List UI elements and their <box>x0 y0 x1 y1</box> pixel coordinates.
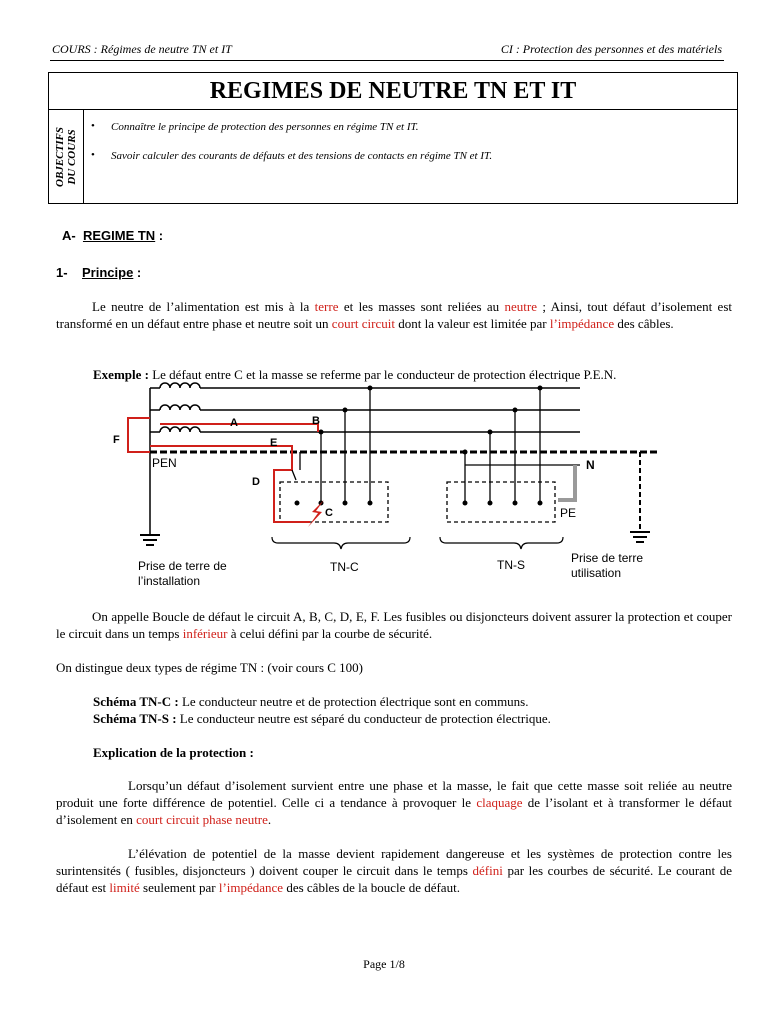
phase-lines <box>200 388 580 432</box>
explication1-text: . <box>267 812 272 827</box>
boucle-inferieur: inférieur <box>182 626 228 641</box>
label-prise-util-2: utilisation <box>571 566 622 580</box>
explication2-text: seulement par <box>139 880 219 895</box>
schema-tns-label: Schéma TN-S : <box>93 711 177 726</box>
switch-symbol <box>292 470 296 480</box>
header-course-title: COURS : Régimes de neutre TN et IT <box>52 42 232 56</box>
header-course-ci: CI : Protection des personnes et des matériels <box>500 42 722 56</box>
label-prise-install-2: l’installation <box>138 574 201 588</box>
explication2-text: des câbles de la boucle de défaut. <box>283 880 460 895</box>
label-B: B <box>312 415 320 427</box>
explication1-ccpn: court circuit phase neutre <box>136 812 268 827</box>
fault-loop-path <box>160 424 318 432</box>
objectives-list <box>87 121 492 179</box>
label-tnc: TN-C <box>330 560 359 574</box>
subsection-1-colon: : <box>133 265 142 280</box>
explication2-text: par les courbes de sécurité. Le courant de défaut est <box>56 863 732 895</box>
objective-item: • Connaître le principe de protection des personnes en régime TN et IT. <box>87 121 492 133</box>
header-divider <box>50 60 724 61</box>
schema-tnc-text: Le conducteur neutre et de protection électrique sont en communs. <box>178 694 529 709</box>
label-F: F <box>113 434 120 446</box>
utilisation-earth-symbol <box>630 452 650 542</box>
tnc-terminals <box>295 386 373 506</box>
label-pen: PEN <box>152 456 177 470</box>
boucle-text: On appelle Boucle de défaut le circuit A, B, C, D, E, F. Les fusibles ou disjoncteurs doivent assurer la protection et couper le circuit dans un temps <box>56 609 732 641</box>
objectives-label <box>54 127 78 187</box>
page-title: REGIMES DE NEUTRE TN ET IT <box>49 73 737 110</box>
subsection-1-heading <box>56 265 141 280</box>
label-prise-util-1: Prise de terre <box>571 551 644 565</box>
explication1-claquage: claquage <box>476 795 523 810</box>
objectives-label-cell <box>49 110 84 203</box>
principe-court-circuit: court circuit <box>331 316 395 331</box>
schema-tns-text: Le conducteur neutre est séparé du conducteur de protection électrique. <box>176 711 551 726</box>
subsection-1-number: 1- <box>56 265 68 280</box>
principe-text: et les masses sont reliées au <box>338 299 505 314</box>
principe-text: ; Ainsi, tout défaut d’isolement est transformé en un défaut entre phase et neutre soit un <box>56 299 733 331</box>
section-a-number: A- <box>62 228 76 243</box>
principe-neutre: neutre <box>504 299 537 314</box>
explication-paragraph-1 <box>56 777 732 828</box>
section-a-title: REGIME TN <box>82 228 156 243</box>
subsection-1-title: Principe <box>82 265 134 280</box>
explication-title: Explication de la protection : <box>93 745 254 760</box>
tnc-brace <box>272 537 410 549</box>
label-C: C <box>325 507 333 519</box>
objective-item: • Savoir calculer des courants de défauts et des tensions de contacts en régime TN et IT. <box>87 150 492 162</box>
label-A: A <box>230 417 238 429</box>
principe-terre: terre <box>314 299 339 314</box>
title-box <box>48 72 738 204</box>
exemple-text: Le défaut entre C et la masse se referme par le conducteur de protection électrique P.E.N. <box>148 367 617 382</box>
explication1-text: Lorsqu’un défaut d’isolement survient entre une phase et la masse, le fait que cette masse soit reliée au neutre produit une forte différence de potentiel. Celle ci a tendance à provoquer le <box>56 778 732 810</box>
explication2-impedance: l’impédance <box>218 880 284 895</box>
principe-text: Le neutre de l’alimentation est mis à la <box>92 299 315 314</box>
page-number: Page 1/8 <box>363 957 405 971</box>
label-tns: TN-S <box>497 558 525 572</box>
label-D: D <box>252 476 260 488</box>
boucle-text: à celui défini par la courbe de sécurité. <box>227 626 433 641</box>
boucle-paragraph <box>56 608 732 642</box>
schema-tnc-label: Schéma TN-C : <box>93 694 179 709</box>
principe-paragraph <box>56 298 732 332</box>
schema-tns-line <box>93 710 733 727</box>
source-earth-symbol <box>140 535 160 545</box>
exemple-label: Exemple : <box>93 367 149 382</box>
explication-paragraph-2 <box>56 845 732 896</box>
distingue-line: On distingue deux types de régime TN : (voir cours C 100) <box>56 660 364 675</box>
tns-terminals <box>463 386 543 506</box>
pe-conductor <box>558 465 575 500</box>
section-a-heading <box>62 228 163 243</box>
objectives-label-line1: OBJECTIFS <box>54 126 66 187</box>
explication2-limite: limité <box>109 880 140 895</box>
fault-loop <box>128 418 150 452</box>
principe-text: dont la valeur est limitée par <box>394 316 550 331</box>
label-n: N <box>586 458 595 472</box>
objectives-label-line2: DU COURS <box>66 128 78 185</box>
explication2-text: L’élévation de potentiel de la masse devient rapidement dangereuse et les systèmes de protection contre les surintensités ( fusibles, disjoncteurs ) doivent couper le circuit dans le temps <box>56 846 732 878</box>
section-a-colon: : <box>155 228 164 243</box>
tn-circuit-diagram <box>0 380 768 595</box>
schema-tnc-line <box>93 693 733 710</box>
label-prise-install-1: Prise de terre de <box>138 559 227 573</box>
principe-impedance: l’impédance <box>549 316 615 331</box>
label-E: E <box>270 437 278 449</box>
principe-text: des câbles. <box>614 316 674 331</box>
explication1-text: de l’isolant et à transformer le défaut d’isolement en <box>56 795 732 827</box>
explication2-defini: défini <box>472 863 503 878</box>
label-pe: PE <box>560 506 577 520</box>
tns-brace <box>440 537 563 549</box>
